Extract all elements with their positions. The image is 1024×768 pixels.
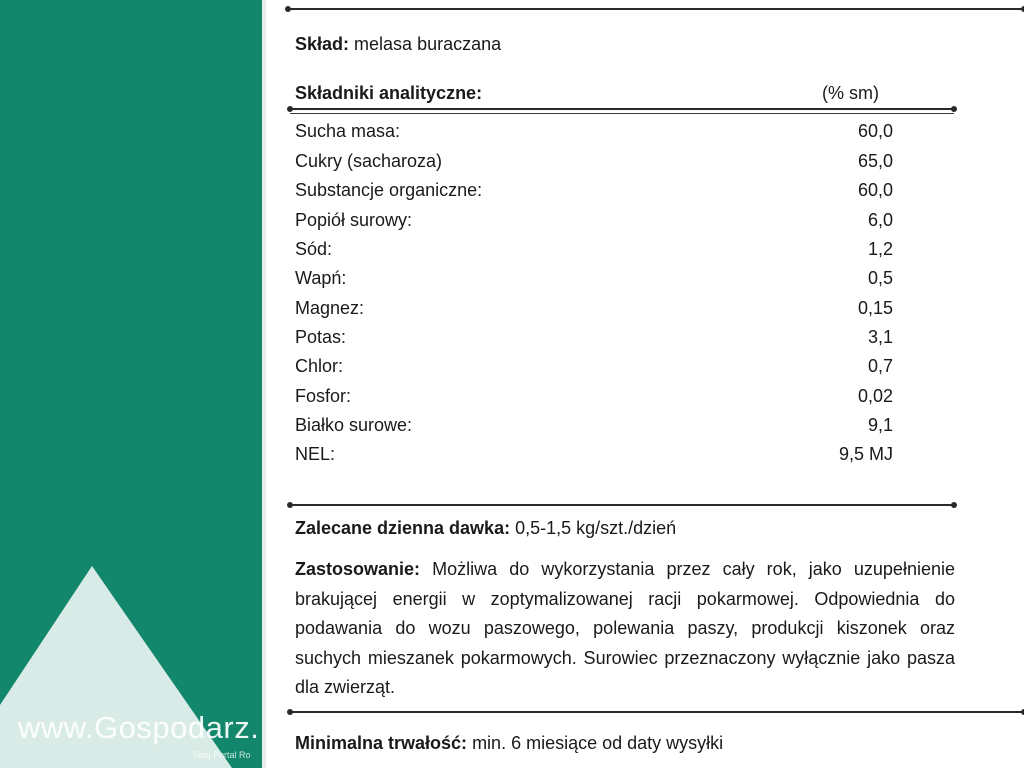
analytics-row-value: 9,5 MJ [838,444,893,464]
composition-line [295,34,501,55]
analytics-row-value: 9,1 [867,415,893,435]
analytics-row-label: Magnez: [295,298,365,318]
analytics-divider-thin [290,113,954,114]
analytics-row-label: Potas: [295,327,347,347]
analytics-row-label: Popiół surowy: [295,210,413,230]
analytics-row-label: Sód: [295,239,333,259]
shelf-life-value: min. 6 miesiące od daty wysyłki [472,733,724,753]
analytics-row-label: Cukry (sacharoza) [295,151,443,171]
shelf-life-label: Minimalna trwałość: [295,733,468,753]
analytics-row-label: Fosfor: [295,386,352,406]
analytics-row-label: Białko surowe: [295,415,413,435]
analytics-row-value: 0,02 [857,386,893,406]
analytics-row-label: NEL: [295,444,336,464]
analytics-row-value: 1,2 [867,239,893,259]
analytics-row-value: 3,1 [867,327,893,347]
dosage-divider [290,504,954,506]
composition-value: melasa buraczana [354,34,502,54]
panel-edge-divider [262,0,266,768]
usage-text: Możliwa do wykorzystania przez cały rok, jako uzupełnienie brakującej energii w zoptymalizowanej racji pokarmowej. Odpowiednia do podawania do wozu paszowego, polewania paszy, produkcji kiszonek oraz suchych mieszanek pokarmowych. Surowiec przeznaczony wyłącznie jako pasza dla zwierząt. [295,559,955,697]
watermark-tagline: Twój Portal Ro [192,750,251,760]
analytics-unit: (% sm) [822,83,879,103]
mountain-logo-graphic [0,0,262,768]
top-divider [288,8,1024,10]
analytics-row-value: 0,5 [867,268,893,288]
analytics-row-value: 60,0 [857,121,893,141]
composition-label: Skład: [295,34,350,54]
analytics-row-label: Substancje organiczne: [295,180,483,200]
watermark-text: www.Gospodarz. [18,710,260,745]
dosage-line [295,518,676,539]
analytics-row-label: Sucha masa: [295,121,401,141]
dosage-value: 0,5-1,5 kg/szt./dzień [515,518,677,538]
analytics-row-value: 65,0 [857,151,893,171]
analytics-heading: Składniki analityczne: [295,83,483,103]
brand-side-panel [0,0,262,768]
usage-label: Zastosowanie: [295,559,421,579]
shelf-life-line [295,733,723,754]
analytics-row-label: Wapń: [295,268,347,288]
analytics-row-value: 60,0 [857,180,893,200]
analytics-row-value: 0,15 [857,298,893,318]
analytics-divider [290,108,954,110]
shelf-life-divider [290,711,1024,713]
analytics-row-value: 0,7 [867,356,893,376]
dosage-label: Zalecane dzienna dawka: [295,518,511,538]
usage-paragraph [295,555,955,703]
analytics-row-label: Chlor: [295,356,344,376]
analytics-row-value: 6,0 [867,210,893,230]
